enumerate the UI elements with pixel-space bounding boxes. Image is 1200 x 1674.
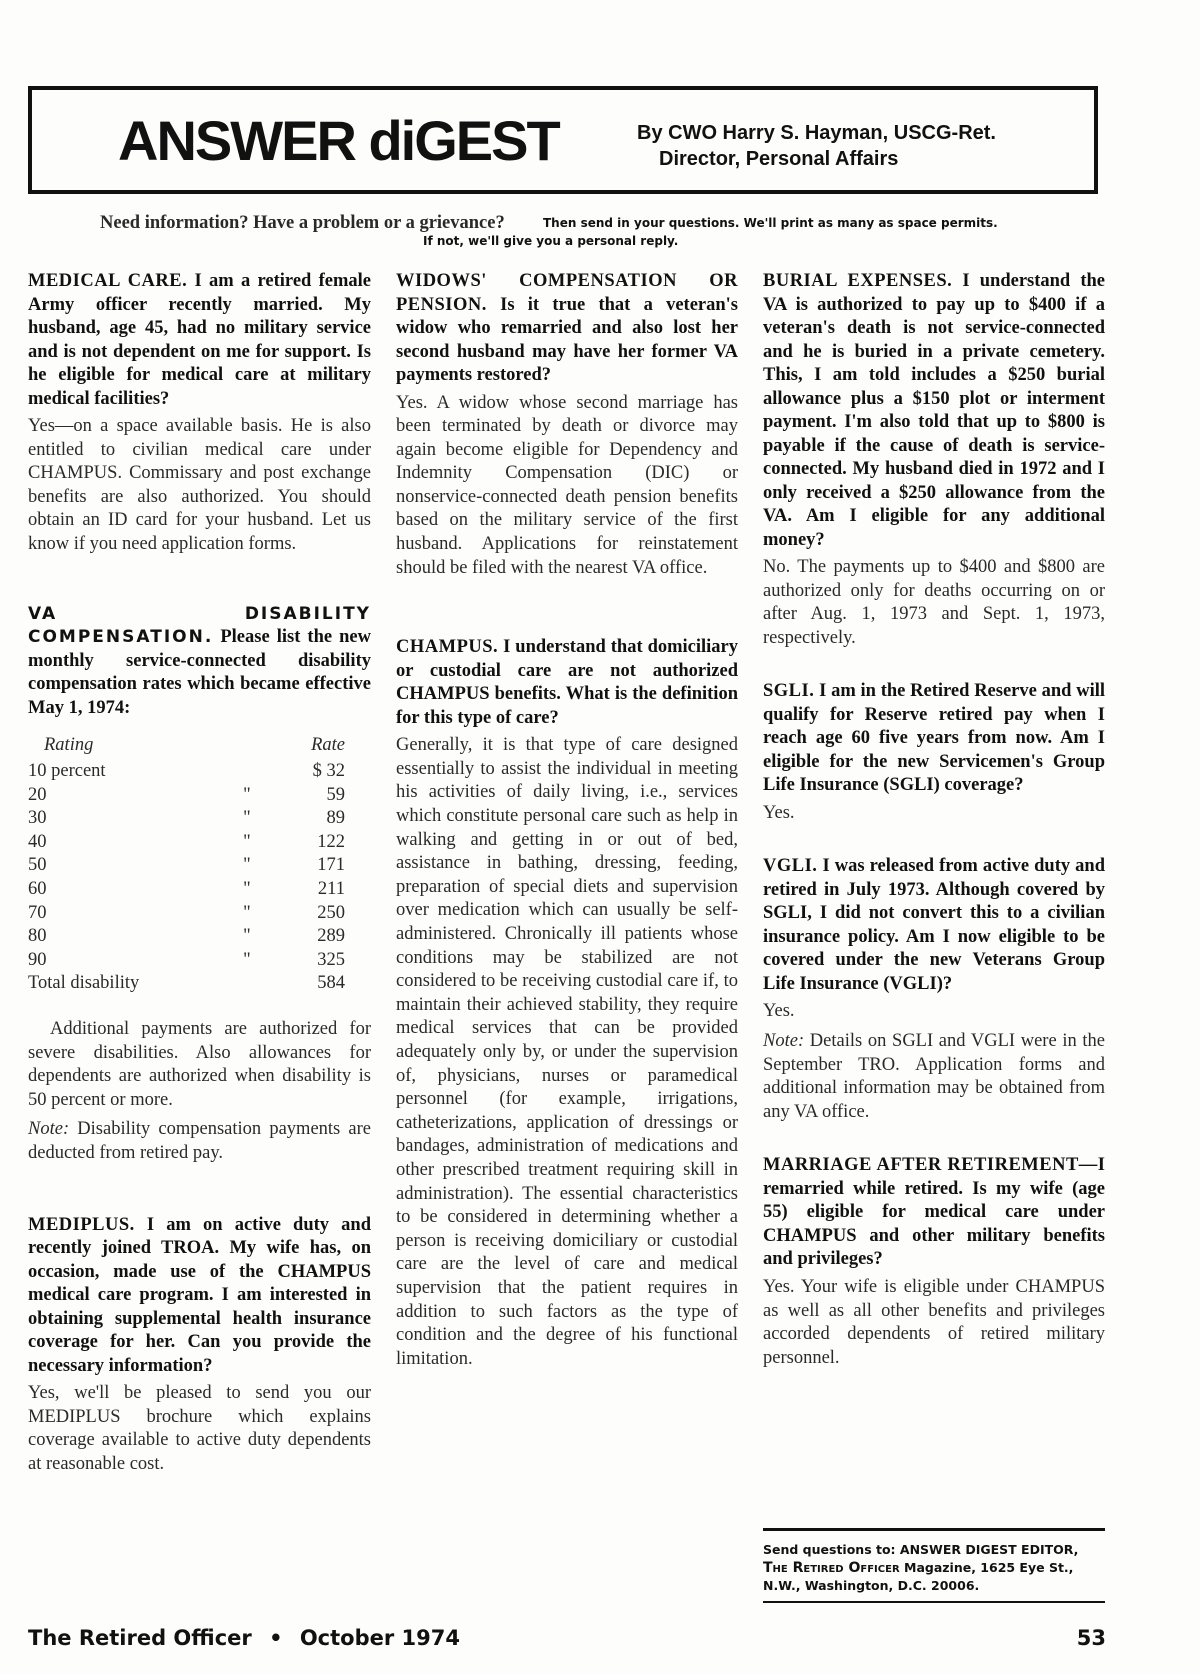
qa-heading: MARRIAGE AFTER RETIREMENT— [763,1155,1098,1176]
qa-answer: Generally, it is that type of care designed essentially to assist the individual in meeting his activities of daily living, i.e., services which constitute personal care such as help in walking and getting in or out of bed, assistance in bathing, dressing, feeding, preparation of special diets and supervision over medication which can usually be self-administered. Chronically ill patients whose conditions may be stabilized are not considered to be receiving custodial care if, to maintain their achieved stability, they require medical services that can be provided adequately only by, or under the supervision of, physicians, nurses or paramedical personnel (for example, irrigations, catheterizations, application of dressings or bandages, administration of medications and other prescribed treatment requiring skill in administration). The essential characteristics to be considered in determining whether a person is receiving domiciliary or custodial care are the level of care and medical supervision that the patient requires in addition to such factors as the type of condition and the degree of his functional limitation. [396,735,738,1369]
qa-question: I remarried while retired. Is my wife (age 55) eligible for medical care under CHAMPUS and other military benefits and privileges? [763,1155,1105,1270]
table-row: 10 percent $ 32 [28,761,345,782]
qa-heading: WIDOWS' COMPENSATION OR PENSION. [396,271,738,315]
qa-answer: Yes. [763,1001,795,1022]
qa-answer: Yes. Your wife is eligible under CHAMPUS as well as all other benefits and privileges accorded dependents of retired military personnel. [763,1276,1105,1368]
table-row: 80 " 289 [28,926,345,947]
table-row: Total disability 584 [28,973,345,994]
qa-heading: MEDIPLUS. [28,1214,135,1235]
qa-heading: VGLI. [763,856,818,877]
byline [637,120,996,172]
qa-answer: Yes. A widow whose second marriage has been terminated by death or divorce may again become eligible for Dependency and Indemnity Compensation (DIC) or nonservice-connected death pension benefits based on the military service of the first husband. Applications for reinstatement should be filed with the nearest VA office. [396,392,738,578]
intro-part2: Then send in your questions. We'll print as many as space permits. [543,216,998,230]
qa-question: I am a retired female Army officer recently married. My husband, age 45, had no military service and is not dependent on me for support. Is he eligible for medical care at military medical facilities? [28,271,371,409]
qa-question: I am in the Retired Reserve and will qualify for Reserve retired pay when I reach age 60 five years from now. Am I eligible for the new Servicemen's Group Life Insurance (SGLI) coverage? [763,681,1105,796]
qa-question: I understand the VA is authorized to pay up to $400 if a veteran's death is not service-connected and he is buried in a private cemetery. This, I am told includes a $250 burial allowance plus a $150 plot or interment payment. I'm also told that up to $800 is payable if the cause of death is service-connected. My husband died in 1972 and I only received a $250 allowance from the VA. Am I eligible for any additional money? [763,271,1105,550]
qa-burial-expenses [763,270,1105,650]
qa-heading: VA DISABILITY COMPENSATION. [28,603,371,648]
qa-heading: MEDICAL CARE. [28,271,188,291]
table-header [28,730,353,760]
logo: ANSWER diGEST [118,109,559,172]
qa-answer: Yes. [763,802,795,823]
qa-medical-care [28,270,371,557]
table-row: 20 " 59 [28,784,345,805]
qa-mediplus [28,1214,371,1477]
vgli-note: Note: Details on SGLI and VGLI were in the September TRO. Application forms and additional information may be obtained from any VA office. [763,1031,1105,1122]
qa-vgli [763,855,1105,1124]
table-row: 50 " 171 [28,855,345,876]
rates-table [28,730,353,996]
footer-issue: October 1974 [299,1626,460,1650]
qa-champus [396,636,738,1371]
send-editor: ANSWER DIGEST EDITOR, [899,1542,1079,1557]
qa-question: Please list the new monthly service-connected disability compensation rates which became effective May 1, 1974: [28,627,371,718]
col-rating: Rating [44,735,94,756]
table-row: 70 " 250 [28,902,345,923]
va-additional-para: Additional payments are authorized for severe disabilities. Also allowances for dependents are authorized when disability is 50 percent or more. [28,1019,371,1110]
table-row: 30 " 89 [28,808,345,829]
qa-question: I understand that domiciliary or custodial care are not authorized CHAMPUS benefits. What is the definition for this type of care? [396,637,738,728]
qa-question: Is it true that a veteran's widow who remarried and also lost her second husband may have her former VA payments restored? [396,294,739,385]
column-3 [763,270,1105,1370]
qa-marriage-after-retirement [763,1154,1105,1370]
qa-answer: No. The payments up to $400 and $800 are authorized only for deaths occurring on or after Aug. 1, 1973 and Sept. 1, 1973, respectively. [763,557,1105,648]
intro-part3: If not, we'll give you a personal reply. [423,234,679,248]
qa-heading: BURIAL EXPENSES. [763,271,953,291]
col-rate: Rate [311,735,345,756]
qa-heading: SGLI. [763,681,815,702]
masthead [28,86,1098,194]
page-footer [28,1626,1106,1650]
column-1 [28,270,371,1476]
va-note: Note: Disability compensation payments are deducted from retired pay. [28,1119,371,1163]
send-address: Magazine, 1625 Eye St., N.W., Washington, D.C. 20006. [763,1560,1074,1593]
qa-widows-compensation [396,270,738,580]
footer-bullet: • [269,1626,283,1650]
byline-title: Director, Personal Affairs [659,148,899,170]
page-number: 53 [1076,1626,1106,1650]
table-row: 60 " 211 [28,879,345,900]
qa-heading: CHAMPUS. [396,637,499,658]
qa-sgli [763,680,1105,825]
column-2 [396,270,738,1371]
qa-question: I am on active duty and recently joined TROA. My wife has, on occasion, made use of the CHAMPUS medical care program. I am interested in obtaining supplemental health insurance coverage for her. Can you provide the necessary information? [28,1214,371,1376]
table-row: 40 " 122 [28,831,345,852]
byline-author: By CWO Harry S. Hayman, USCG-Ret. [637,122,996,144]
qa-question: I was released from active duty and retired in July 1973. Although covered by SGLI, I did not convert this to a civilian insurance policy. Am I now eligible to be covered under the new Veterans Group Life Insurance (VGLI)? [763,856,1105,994]
table-row: 90 " 325 [28,949,345,970]
send-magazine: The Retired Officer [763,1560,900,1576]
send-questions-box [763,1528,1105,1603]
qa-va-disability [28,603,371,1166]
qa-answer: Yes—on a space available basis. He is also entitled to civilian medical care under CHAMPUS. Commissary and post exchange benefits are also authorized. You should obtain an ID card for your husband. Let us know if you need application forms. [28,416,371,554]
intro-part1: Need information? Have a problem or a grievance? [100,213,505,233]
qa-answer: Yes, we'll be pleased to send you our MEDIPLUS brochure which explains coverage available to active duty dependents at reasonable cost. [28,1383,371,1474]
send-prefix: Send questions to: [763,1542,896,1557]
footer-publication: The Retired Officer [28,1626,252,1650]
